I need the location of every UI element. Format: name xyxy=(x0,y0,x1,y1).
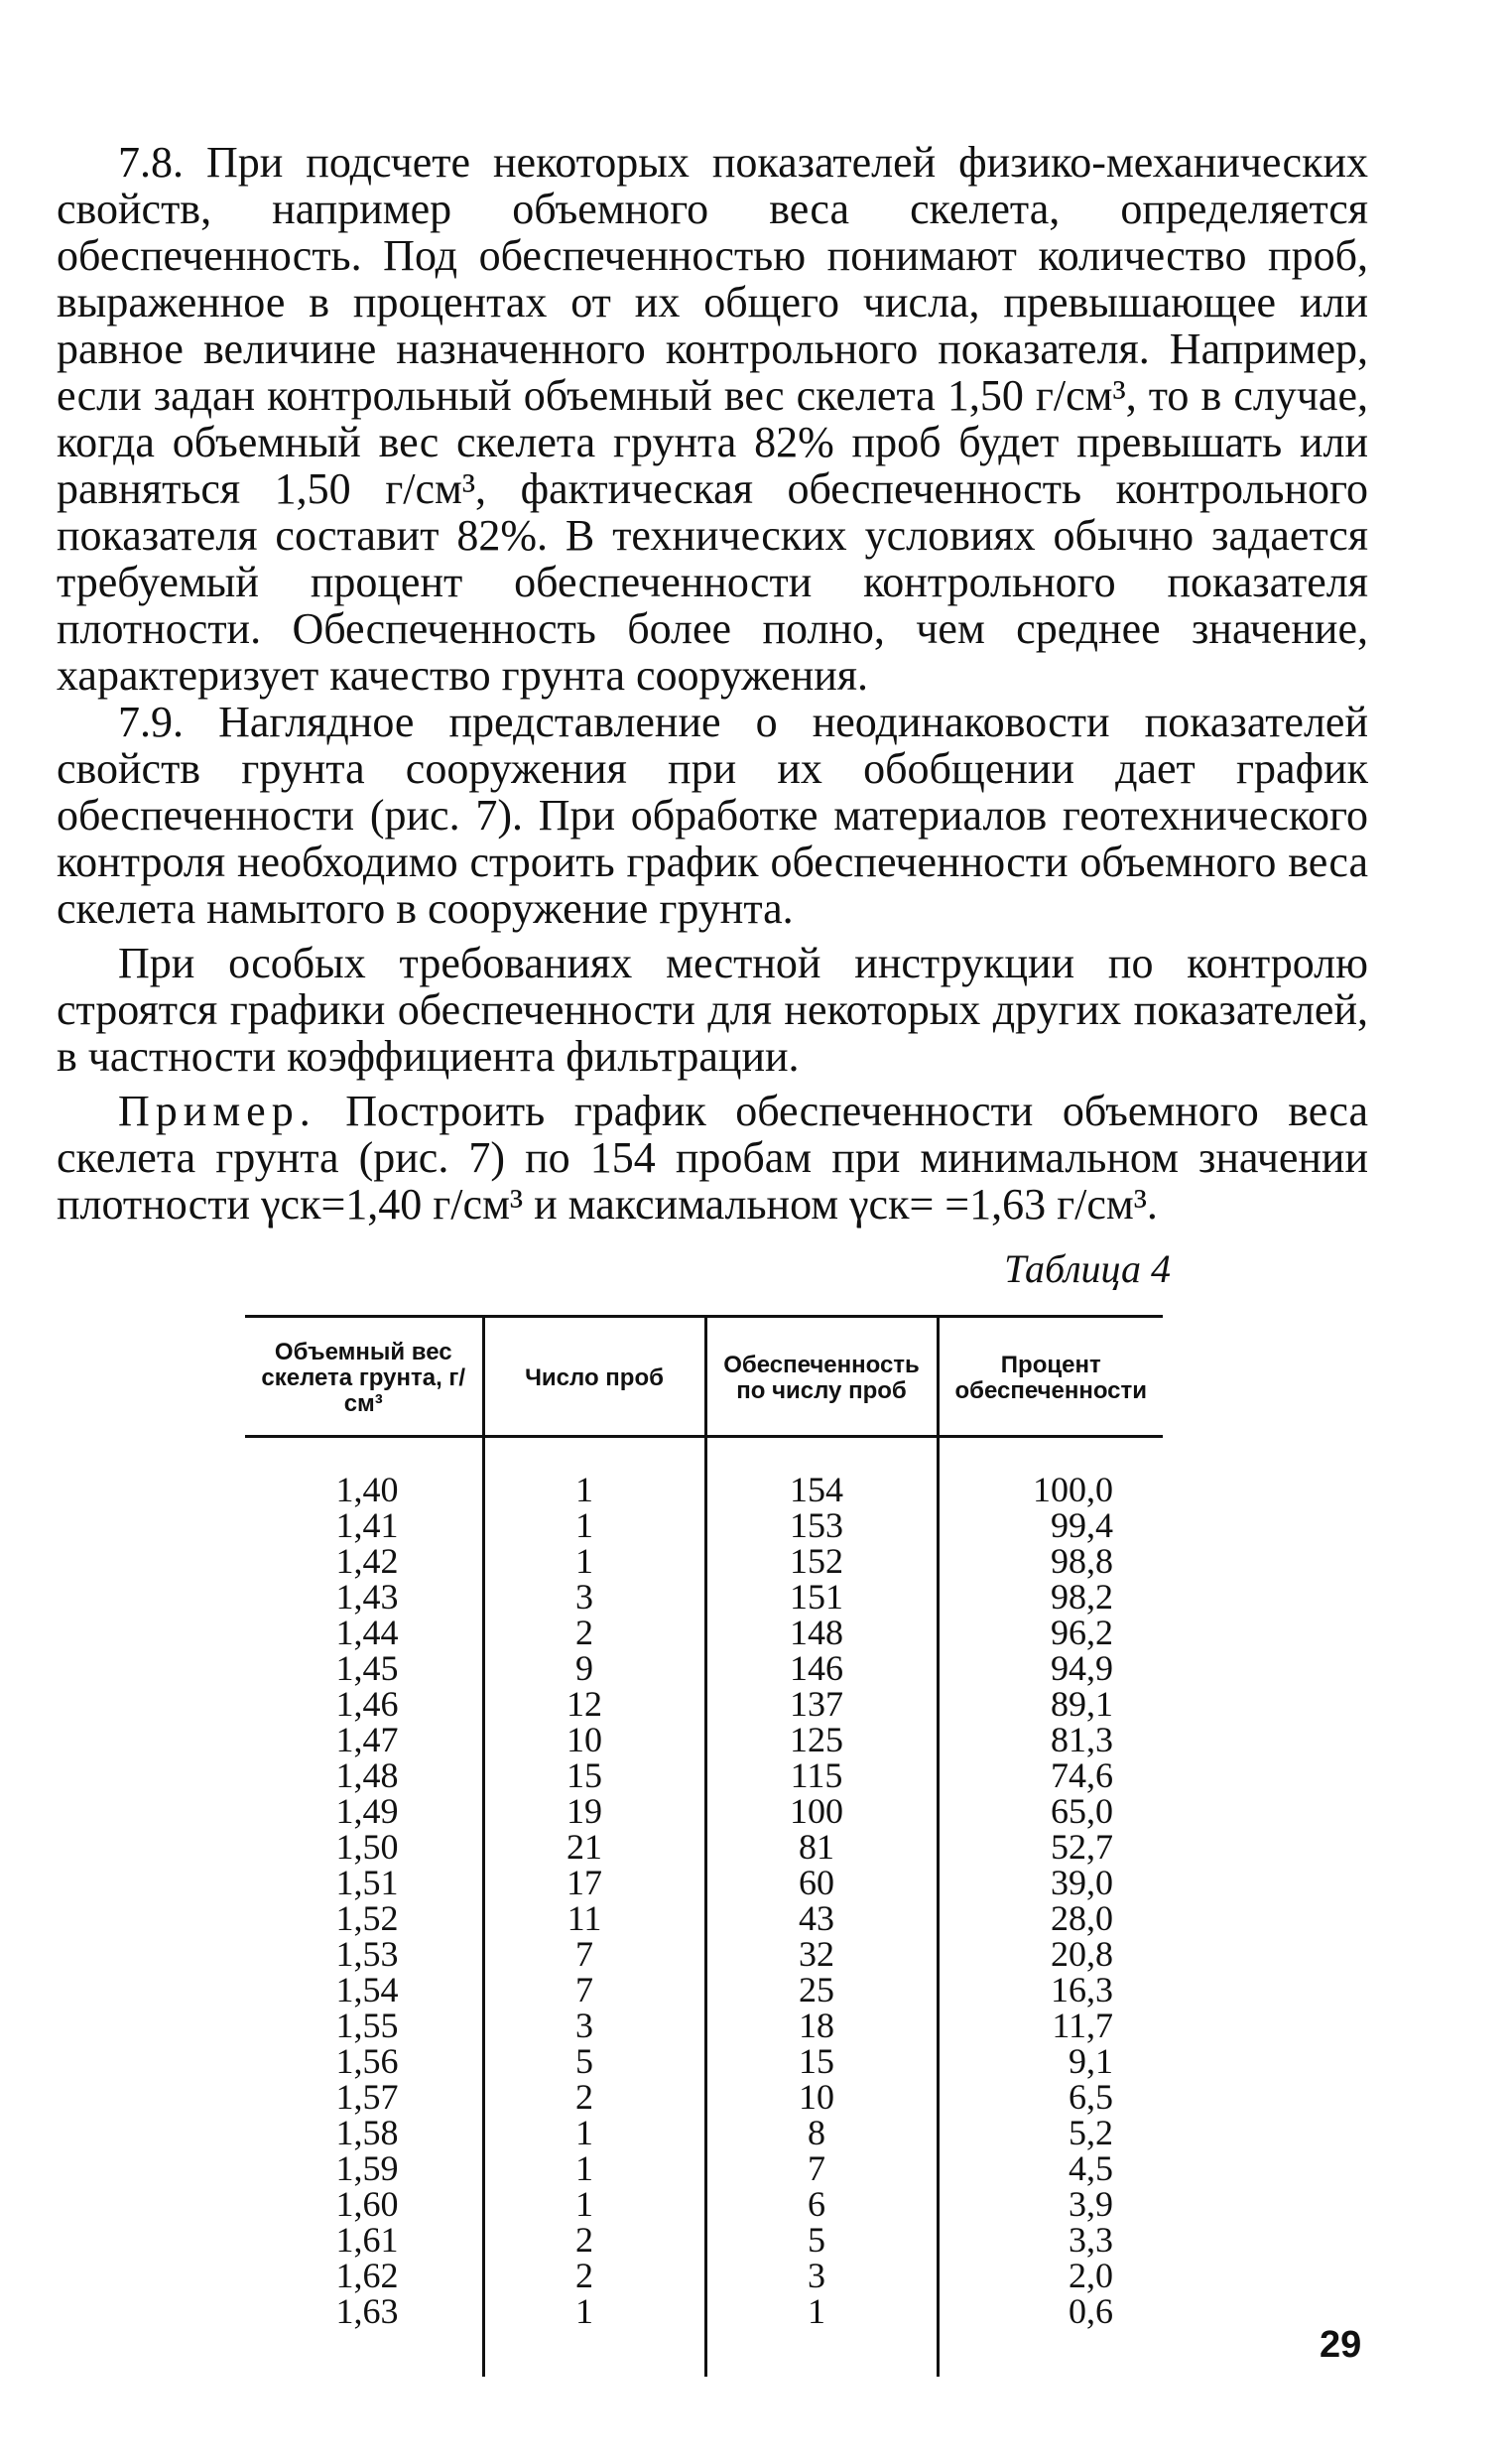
cell-dry-density: 1,52 xyxy=(335,1898,399,1938)
cell-dry-density: 1,60 xyxy=(335,2184,399,2224)
example-text: Построить график обеспеченности объемного веса скелета грунта (рис. 7) по 154 пробам при минимальном значении плотности γск=1,40 г/см³ и максимальном γск= =1,63 г/см³. xyxy=(57,1087,1369,1229)
cell-dry-density: 1,42 xyxy=(335,1541,399,1581)
paragraph-7-9: 7.9. Наглядное представление о неодинаковости показателей свойств грунта сооружения при их обобщении дает график обеспеченности (рис. 7). При обработке материалов геотехнического контроля необходимо строить график обеспеченности объемного веса скелета намытого в сооружение грунта. xyxy=(57,698,1368,933)
page-number: 29 xyxy=(1320,2324,1362,2366)
cell-supply-by-count: 15 xyxy=(705,2043,938,2079)
cell-supply-percent: 100,0 xyxy=(938,1437,1163,1508)
table-row xyxy=(245,2079,1163,2115)
cell-supply-percent: 98,2 xyxy=(938,1579,1163,1615)
data-table xyxy=(245,1315,1163,2377)
header-dry-density: Объемный вес скелета грунта, г/см³ xyxy=(245,1317,483,1437)
table-row xyxy=(245,1686,1163,1722)
cell-sample-count: 19 xyxy=(483,1793,705,1829)
header-supply-by-count: Обеспеченность по числу проб xyxy=(705,1317,938,1437)
cell-supply-by-count: 8 xyxy=(705,2115,938,2150)
paragraph-7-8: 7.8. При подсчете некоторых показателей физико-механических свойств, например объемного веса скелета, определяется обеспеченность. Под обеспеченностью понимают количество проб, выраженное в процентах от их общего числа, превышающее или равное величине назначенного контрольного показателя. Например, если задан контрольный объемный вес скелета 1,50 г/см³, то в случае, когда объемный вес скелета грунта 82% проб будет превышать или равняться 1,50 г/см³, фактическая обеспеченность контрольного показателя составит 82%. В технических условиях обычно задается требуемый процент обеспеченности контрольного показателя плотности. Обеспеченность более полно, чем среднее значение, характеризует качество грунта сооружения. xyxy=(57,138,1368,700)
cell-sample-count: 2 xyxy=(483,1615,705,1650)
paragraph-special-requirements: При особых требованиях местной инструкции по контролю строятся графики обеспеченности для некоторых других показателей, в частности коэффициента фильтрации. xyxy=(57,939,1368,1081)
cell-sample-count: 1 xyxy=(483,1437,705,1508)
cell-supply-percent: 94,9 xyxy=(938,1650,1163,1686)
cell-sample-count: 1 xyxy=(483,2115,705,2150)
table-row xyxy=(245,1900,1163,1936)
table-row xyxy=(245,2222,1163,2258)
table-row xyxy=(245,1936,1163,1972)
cell-dry-density: 1,45 xyxy=(335,1648,399,1688)
cell-dry-density: 1,55 xyxy=(335,2006,399,2045)
cell-sample-count: 2 xyxy=(483,2079,705,2115)
cell-sample-count: 21 xyxy=(483,1829,705,1865)
cell-sample-count: 1 xyxy=(483,2293,705,2377)
cell-sample-count: 3 xyxy=(483,1579,705,1615)
cell-sample-count: 5 xyxy=(483,2043,705,2079)
table-row xyxy=(245,1865,1163,1900)
cell-supply-by-count: 1 xyxy=(705,2293,938,2377)
cell-dry-density: 1,47 xyxy=(335,1720,399,1759)
cell-dry-density: 1,63 xyxy=(335,2291,399,2331)
cell-dry-density: 1,49 xyxy=(335,1791,399,1831)
cell-sample-count: 1 xyxy=(483,2150,705,2186)
table-row xyxy=(245,2115,1163,2150)
cell-supply-by-count: 151 xyxy=(705,1579,938,1615)
cell-supply-by-count: 18 xyxy=(705,2008,938,2043)
cell-sample-count: 2 xyxy=(483,2258,705,2293)
cell-supply-by-count: 153 xyxy=(705,1507,938,1543)
cell-supply-by-count: 5 xyxy=(705,2222,938,2258)
cell-supply-by-count: 25 xyxy=(705,1972,938,2008)
cell-sample-count: 1 xyxy=(483,1543,705,1579)
cell-supply-by-count: 125 xyxy=(705,1722,938,1757)
header-supply-percent: Процент обеспеченности xyxy=(938,1317,1163,1437)
cell-dry-density: 1,40 xyxy=(335,1470,399,1509)
cell-dry-density: 1,61 xyxy=(335,2220,399,2260)
cell-supply-percent: 81,3 xyxy=(938,1722,1163,1757)
table-row xyxy=(245,1972,1163,2008)
example-label: Пример. xyxy=(118,1087,316,1135)
cell-dry-density: 1,50 xyxy=(335,1827,399,1867)
cell-supply-by-count: 81 xyxy=(705,1829,938,1865)
table-row xyxy=(245,1507,1163,1543)
cell-dry-density: 1,58 xyxy=(335,2113,399,2152)
table-row xyxy=(245,1757,1163,1793)
cell-supply-percent: 4,5 xyxy=(938,2150,1163,2186)
table-row xyxy=(245,1829,1163,1865)
cell-supply-by-count: 154 xyxy=(705,1437,938,1508)
table-row xyxy=(245,1722,1163,1757)
cell-supply-percent: 0,6 xyxy=(938,2293,1163,2377)
cell-supply-by-count: 137 xyxy=(705,1686,938,1722)
cell-supply-by-count: 100 xyxy=(705,1793,938,1829)
table-caption: Таблица 4 xyxy=(1004,1246,1171,1291)
table-row xyxy=(245,1650,1163,1686)
cell-sample-count: 17 xyxy=(483,1865,705,1900)
table-row xyxy=(245,2150,1163,2186)
cell-supply-percent: 16,3 xyxy=(938,1972,1163,2008)
cell-sample-count: 7 xyxy=(483,1972,705,2008)
table-row xyxy=(245,1437,1163,1508)
cell-supply-by-count: 146 xyxy=(705,1650,938,1686)
cell-sample-count: 3 xyxy=(483,2008,705,2043)
cell-dry-density: 1,54 xyxy=(335,1970,399,2009)
cell-dry-density: 1,56 xyxy=(335,2041,399,2081)
cell-supply-percent: 74,6 xyxy=(938,1757,1163,1793)
table-header-row xyxy=(245,1317,1163,1437)
cell-supply-percent: 65,0 xyxy=(938,1793,1163,1829)
cell-supply-percent: 2,0 xyxy=(938,2258,1163,2293)
cell-sample-count: 9 xyxy=(483,1650,705,1686)
cell-sample-count: 1 xyxy=(483,2186,705,2222)
cell-supply-percent: 98,8 xyxy=(938,1543,1163,1579)
cell-supply-percent: 96,2 xyxy=(938,1615,1163,1650)
cell-supply-by-count: 43 xyxy=(705,1900,938,1936)
table-row xyxy=(245,1793,1163,1829)
table-row xyxy=(245,2258,1163,2293)
cell-sample-count: 1 xyxy=(483,1507,705,1543)
cell-supply-percent: 99,4 xyxy=(938,1507,1163,1543)
cell-supply-by-count: 3 xyxy=(705,2258,938,2293)
cell-dry-density: 1,62 xyxy=(335,2256,399,2295)
cell-supply-percent: 52,7 xyxy=(938,1829,1163,1865)
cell-dry-density: 1,43 xyxy=(335,1577,399,1617)
cell-sample-count: 7 xyxy=(483,1936,705,1972)
cell-dry-density: 1,41 xyxy=(335,1505,399,1545)
cell-supply-by-count: 152 xyxy=(705,1543,938,1579)
table-row xyxy=(245,1615,1163,1650)
header-sample-count: Число проб xyxy=(483,1317,705,1437)
cell-dry-density: 1,51 xyxy=(335,1863,399,1902)
cell-dry-density: 1,59 xyxy=(335,2148,399,2188)
cell-sample-count: 15 xyxy=(483,1757,705,1793)
cell-sample-count: 2 xyxy=(483,2222,705,2258)
cell-dry-density: 1,44 xyxy=(335,1613,399,1652)
cell-dry-density: 1,53 xyxy=(335,1934,399,1974)
body-text xyxy=(57,139,1368,1228)
cell-supply-percent: 9,1 xyxy=(938,2043,1163,2079)
table-row xyxy=(245,2043,1163,2079)
cell-supply-percent: 89,1 xyxy=(938,1686,1163,1722)
cell-sample-count: 10 xyxy=(483,1722,705,1757)
cell-supply-by-count: 6 xyxy=(705,2186,938,2222)
cell-supply-percent: 39,0 xyxy=(938,1865,1163,1900)
table-row xyxy=(245,2008,1163,2043)
table-row xyxy=(245,1579,1163,1615)
cell-supply-percent: 20,8 xyxy=(938,1936,1163,1972)
cell-supply-percent: 28,0 xyxy=(938,1900,1163,1936)
cell-supply-percent: 5,2 xyxy=(938,2115,1163,2150)
cell-supply-by-count: 115 xyxy=(705,1757,938,1793)
cell-supply-by-count: 32 xyxy=(705,1936,938,1972)
cell-dry-density: 1,46 xyxy=(335,1684,399,1724)
table-row xyxy=(245,2293,1163,2377)
cell-supply-percent: 3,9 xyxy=(938,2186,1163,2222)
cell-sample-count: 11 xyxy=(483,1900,705,1936)
cell-dry-density: 1,57 xyxy=(335,2077,399,2117)
cell-supply-by-count: 10 xyxy=(705,2079,938,2115)
table-row xyxy=(245,1543,1163,1579)
cell-supply-by-count: 7 xyxy=(705,2150,938,2186)
paragraph-example xyxy=(57,1088,1368,1228)
cell-supply-percent: 11,7 xyxy=(938,2008,1163,2043)
cell-supply-percent: 6,5 xyxy=(938,2079,1163,2115)
cell-sample-count: 12 xyxy=(483,1686,705,1722)
cell-supply-by-count: 148 xyxy=(705,1615,938,1650)
cell-dry-density: 1,48 xyxy=(335,1755,399,1795)
cell-supply-by-count: 60 xyxy=(705,1865,938,1900)
cell-supply-percent: 3,3 xyxy=(938,2222,1163,2258)
table-row xyxy=(245,2186,1163,2222)
